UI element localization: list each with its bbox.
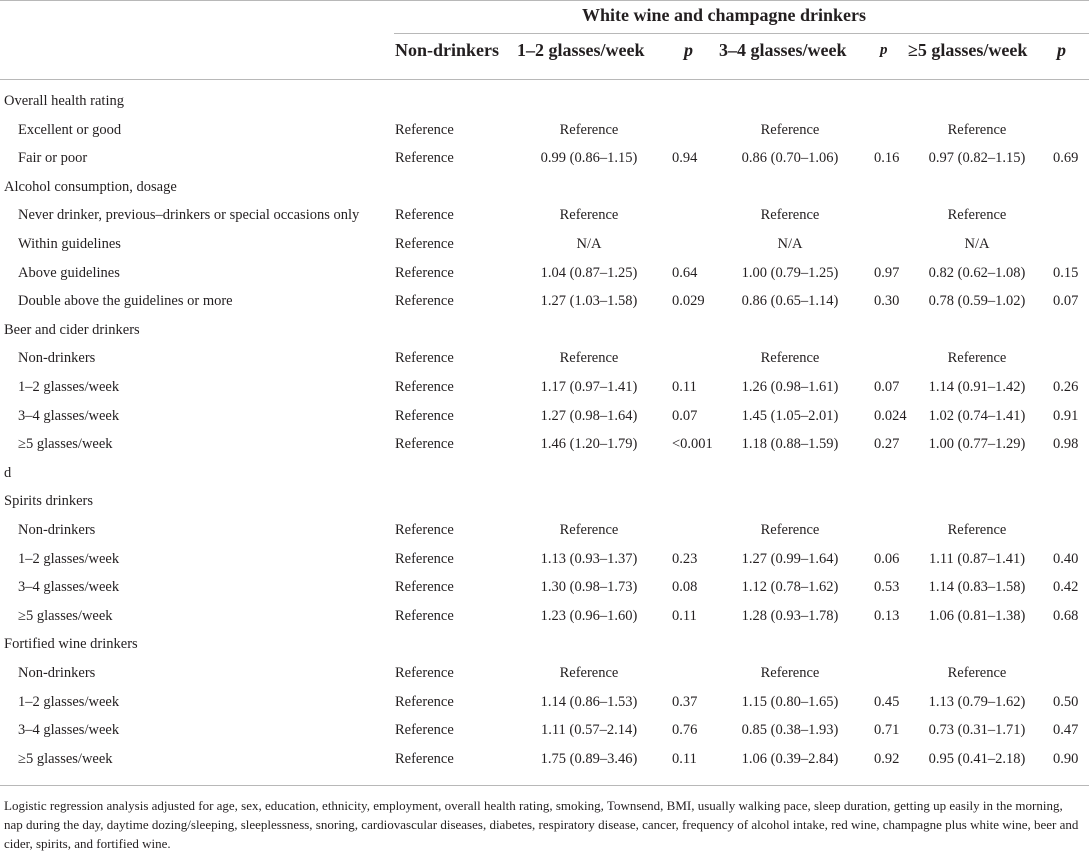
row-label: 3–4 glasses/week [18, 722, 120, 739]
cell-or-1-2: 0.99 (0.86–1.15) [540, 150, 638, 167]
cell-or-3-4: 1.06 (0.39–2.84) [741, 750, 839, 767]
cell-or-5-plus: 1.14 (0.83–1.58) [928, 579, 1026, 596]
cell-non-drinkers: Reference [395, 579, 454, 596]
cell-or-3-4: 0.86 (0.70–1.06) [741, 150, 839, 167]
cell-or-5-plus: 0.78 (0.59–1.02) [928, 293, 1026, 310]
row-label: ≥5 glasses/week [18, 750, 113, 767]
cell-non-drinkers: Reference [395, 607, 454, 624]
cell-p-3-4: 0.13 [874, 607, 900, 624]
cell-or-1-2: 1.17 (0.97–1.41) [540, 379, 638, 395]
cell-p-5-plus: 0.42 [1053, 579, 1079, 596]
column-header-5-plus-glasses: ≥5 glasses/week [908, 40, 1028, 60]
row-label: 3–4 glasses/week [18, 407, 120, 424]
cell-p-1-2: 0.94 [672, 150, 698, 167]
cell-or-1-2: Reference [559, 350, 619, 367]
row-label: Double above the guidelines or more [18, 293, 233, 310]
table-row [0, 659, 1089, 687]
cell-or-5-plus: 0.97 (0.82–1.15) [928, 150, 1026, 167]
cell-p-5-plus: 0.98 [1053, 436, 1079, 453]
cell-non-drinkers: Reference [395, 207, 454, 224]
cell-p-5-plus: 0.69 [1053, 150, 1079, 167]
cell-or-5-plus: 1.02 (0.74–1.41) [928, 407, 1026, 424]
cell-p-5-plus: 0.07 [1053, 293, 1079, 310]
cell-or-3-4: 1.00 (0.79–1.25) [741, 264, 839, 281]
section-label: Overall health rating [4, 93, 124, 109]
cell-p-3-4: 0.92 [874, 750, 900, 767]
cell-non-drinkers: Reference [395, 750, 454, 767]
cell-or-5-plus: 1.00 (0.77–1.29) [928, 436, 1026, 453]
cell-or-3-4: 1.15 (0.80–1.65) [741, 693, 839, 710]
cell-or-3-4: 1.18 (0.88–1.59) [741, 436, 839, 453]
cell-or-1-2: 1.46 (1.20–1.79) [540, 436, 638, 453]
cell-non-drinkers: Reference [395, 693, 454, 710]
cell-or-5-plus: Reference [947, 350, 1007, 367]
cell-or-1-2: 1.14 (0.86–1.53) [540, 693, 638, 710]
row-label: Excellent or good [18, 121, 122, 138]
cell-or-3-4: 1.45 (1.05–2.01) [741, 407, 839, 424]
table-footnote: Logistic regression analysis adjusted for age, sex, education, ethnicity, employment, overall health rating, smoking, Townsend, BMI, usually walking pace, sleep duration, getting up easily in the morning, nap during the day, daytime dozing/sleeping, sleeplessness, snoring, cardiovascular diseases, diabetes, respiratory disease, cancer, frequency of alcohol intake, red wine, champagne plus white wine, beer and cider, spirits, and fortified wine. [4, 798, 1079, 851]
cell-or-3-4: 1.26 (0.98–1.61) [741, 379, 839, 395]
table-row [0, 201, 1089, 229]
section-label: Alcohol consumption, dosage [4, 178, 177, 195]
table-row [0, 402, 1089, 430]
cell-or-3-4: Reference [760, 665, 820, 681]
cell-or-3-4: Reference [760, 522, 820, 538]
cell-p-5-plus: 0.90 [1053, 750, 1079, 767]
column-header-1-2-glasses: 1–2 glasses/week [517, 40, 645, 60]
cell-non-drinkers: Reference [395, 150, 454, 167]
cell-p-5-plus: 0.47 [1053, 722, 1079, 739]
column-header-p3: p [1057, 40, 1066, 60]
cell-p-3-4: 0.53 [874, 579, 900, 596]
row-label: ≥5 glasses/week [18, 607, 113, 624]
cell-or-1-2: N/A [576, 236, 602, 252]
table-row [0, 430, 1089, 458]
cell-p-1-2: 0.11 [672, 607, 697, 624]
cell-p-5-plus: 0.15 [1053, 264, 1079, 281]
cell-or-1-2: 1.13 (0.93–1.37) [540, 550, 638, 567]
cell-non-drinkers: Reference [395, 379, 454, 395]
row-label: 1–2 glasses/week [18, 693, 120, 710]
row-label: 1–2 glasses/week [18, 550, 120, 567]
cell-or-3-4: 1.27 (0.99–1.64) [741, 550, 839, 567]
section-label: Fortified wine drinkers [4, 636, 138, 653]
table-row [0, 688, 1089, 716]
cell-or-5-plus: 0.82 (0.62–1.08) [928, 264, 1026, 281]
row-label: 3–4 glasses/week [18, 579, 120, 596]
cell-non-drinkers: Reference [395, 436, 454, 453]
cell-non-drinkers: Reference [395, 407, 454, 424]
cell-p-1-2: 0.11 [672, 379, 697, 395]
cell-non-drinkers: Reference [395, 722, 454, 739]
section-row [0, 87, 1089, 115]
cell-or-3-4: Reference [760, 207, 820, 224]
cell-or-1-2: 1.04 (0.87–1.25) [540, 264, 638, 281]
cell-p-3-4: 0.06 [874, 550, 900, 567]
header-bottom-rule [0, 79, 1089, 80]
cell-or-3-4: 0.85 (0.38–1.93) [741, 722, 839, 739]
table-top-rule [0, 0, 1089, 1]
cell-or-5-plus: 1.06 (0.81–1.38) [928, 607, 1026, 624]
table-row [0, 287, 1089, 315]
cell-p-5-plus: 0.26 [1053, 379, 1079, 395]
cell-non-drinkers: Reference [395, 264, 454, 281]
cell-p-1-2: 0.11 [672, 750, 697, 767]
column-header-3-4-glasses: 3–4 glasses/week [719, 40, 847, 60]
cell-or-1-2: Reference [559, 522, 619, 538]
cell-or-1-2: 1.30 (0.98–1.73) [540, 579, 638, 596]
cell-or-3-4: Reference [760, 121, 820, 138]
row-label: Never drinker, previous–drinkers or special occasions only [18, 207, 360, 224]
cell-or-5-plus: 1.13 (0.79–1.62) [928, 693, 1026, 710]
group-header-rule [394, 33, 1089, 34]
table-row [0, 344, 1089, 372]
cell-p-5-plus: 0.91 [1053, 407, 1079, 424]
cell-p-1-2: 0.08 [672, 579, 698, 596]
section-row [0, 630, 1089, 658]
row-label: Within guidelines [18, 236, 121, 252]
cell-p-1-2: <0.001 [672, 436, 713, 453]
table-row [0, 116, 1089, 144]
section-row [0, 487, 1089, 515]
table-row [0, 573, 1089, 601]
cell-non-drinkers: Reference [395, 293, 454, 310]
column-header-p2: p [880, 42, 888, 58]
cell-p-3-4: 0.27 [874, 436, 900, 453]
cell-or-1-2: 1.27 (0.98–1.64) [540, 407, 638, 424]
section-label: d [4, 464, 12, 481]
cell-or-1-2: 1.23 (0.96–1.60) [540, 607, 638, 624]
cell-or-3-4: 1.28 (0.93–1.78) [741, 607, 839, 624]
cell-or-3-4: N/A [777, 236, 803, 252]
cell-or-5-plus: 0.73 (0.31–1.71) [928, 722, 1026, 739]
cell-p-3-4: 0.024 [874, 407, 907, 424]
cell-non-drinkers: Reference [395, 236, 454, 252]
table-row [0, 602, 1089, 630]
cell-p-1-2: 0.76 [672, 722, 698, 739]
cell-or-5-plus: 1.11 (0.87–1.41) [928, 550, 1026, 567]
cell-or-3-4: 1.12 (0.78–1.62) [741, 579, 839, 596]
cell-or-5-plus: N/A [964, 236, 990, 252]
cell-p-3-4: 0.07 [874, 379, 900, 395]
table-row [0, 745, 1089, 773]
cell-or-5-plus: 1.14 (0.91–1.42) [928, 379, 1026, 395]
table-row [0, 144, 1089, 172]
section-row [0, 459, 1089, 487]
table-row [0, 545, 1089, 573]
cell-p-3-4: 0.30 [874, 293, 900, 310]
cell-or-5-plus: Reference [947, 665, 1007, 681]
cell-or-1-2: Reference [559, 121, 619, 138]
cell-p-3-4: 0.97 [874, 264, 900, 281]
cell-or-1-2: Reference [559, 207, 619, 224]
row-label: ≥5 glasses/week [18, 436, 113, 453]
row-label: 1–2 glasses/week [18, 379, 120, 395]
column-header-non-drinkers: Non-drinkers [395, 40, 500, 60]
cell-non-drinkers: Reference [395, 121, 454, 138]
table-row [0, 716, 1089, 744]
row-label: Non-drinkers [18, 350, 96, 367]
section-label: Beer and cider drinkers [4, 321, 140, 338]
cell-or-1-2: 1.75 (0.89–3.46) [540, 750, 638, 767]
cell-non-drinkers: Reference [395, 665, 454, 681]
cell-or-5-plus: Reference [947, 121, 1007, 138]
cell-p-1-2: 0.37 [672, 693, 698, 710]
cell-non-drinkers: Reference [395, 350, 454, 367]
column-header-p1: p [684, 40, 693, 60]
cell-or-5-plus: 0.95 (0.41–2.18) [928, 750, 1026, 767]
cell-or-3-4: Reference [760, 350, 820, 367]
cell-p-1-2: 0.23 [672, 550, 698, 567]
cell-p-1-2: 0.07 [672, 407, 698, 424]
cell-or-5-plus: Reference [947, 522, 1007, 538]
cell-non-drinkers: Reference [395, 550, 454, 567]
section-row [0, 316, 1089, 344]
table-row [0, 259, 1089, 287]
cell-p-3-4: 0.16 [874, 150, 900, 167]
table-bottom-rule [0, 785, 1089, 786]
table-row [0, 373, 1089, 401]
row-label: Fair or poor [18, 150, 88, 167]
row-label: Non-drinkers [18, 665, 96, 681]
cell-p-1-2: 0.029 [672, 293, 705, 310]
cell-or-1-2: 1.11 (0.57–2.14) [540, 722, 638, 739]
section-row [0, 173, 1089, 201]
cell-p-5-plus: 0.40 [1053, 550, 1079, 567]
cell-p-5-plus: 0.68 [1053, 607, 1079, 624]
cell-p-3-4: 0.71 [874, 722, 900, 739]
cell-or-1-2: 1.27 (1.03–1.58) [540, 293, 638, 310]
cell-or-5-plus: Reference [947, 207, 1007, 224]
cell-or-3-4: 0.86 (0.65–1.14) [741, 293, 839, 310]
cell-p-5-plus: 0.50 [1053, 693, 1079, 710]
group-header: White wine and champagne drinkers [582, 5, 867, 25]
cell-or-1-2: Reference [559, 665, 619, 681]
table-row [0, 230, 1089, 258]
section-label: Spirits drinkers [4, 493, 94, 510]
cell-p-3-4: 0.45 [874, 693, 900, 710]
row-label: Non-drinkers [18, 522, 96, 538]
table-row [0, 516, 1089, 544]
cell-non-drinkers: Reference [395, 522, 454, 538]
row-label: Above guidelines [18, 264, 120, 281]
cell-p-1-2: 0.64 [672, 264, 698, 281]
